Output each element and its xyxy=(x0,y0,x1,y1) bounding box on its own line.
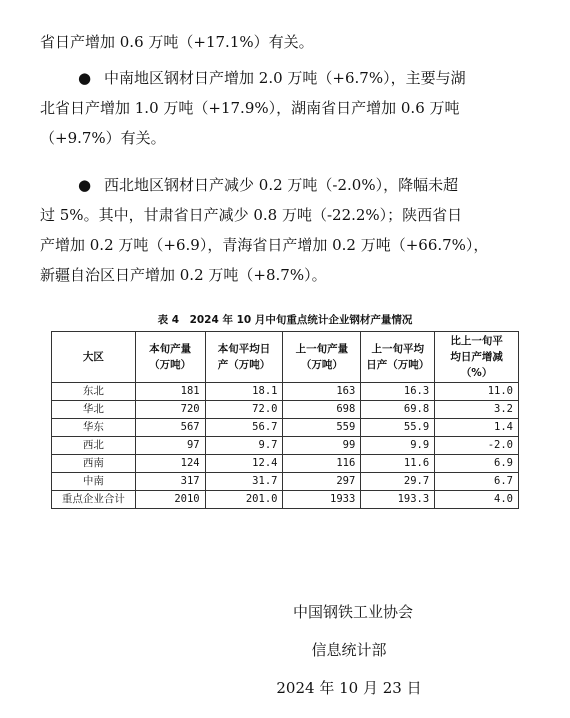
value-cell: 1.4 xyxy=(435,419,519,437)
value-cell: 11.0 xyxy=(435,383,519,401)
value-cell: 201.0 xyxy=(205,491,283,509)
column-header: 比上一旬平 均日产增减 （%） xyxy=(435,332,519,383)
value-cell: -2.0 xyxy=(435,437,519,455)
signature-dept: 信息统计部 xyxy=(311,641,387,659)
value-cell: 181 xyxy=(135,383,205,401)
value-cell: 56.7 xyxy=(205,419,283,437)
value-cell: 9.9 xyxy=(361,437,435,455)
region-cell: 中南 xyxy=(52,473,136,491)
text-paragraph xyxy=(40,27,530,57)
value-cell: 18.1 xyxy=(205,383,283,401)
table-row xyxy=(52,383,519,401)
value-cell: 567 xyxy=(135,419,205,437)
value-cell: 116 xyxy=(283,455,361,473)
bullet-paragraph-northwest xyxy=(40,170,530,290)
signature-date: 2024 年 10 月 23 日 xyxy=(276,679,422,697)
text-line: 产增加 0.2 万吨（+6.9），青海省日产增加 0.2 万吨（+66.7%）， xyxy=(40,236,489,254)
region-cell: 西南 xyxy=(52,455,136,473)
text-line: （+9.7%）有关。 xyxy=(40,129,166,147)
value-cell: 3.2 xyxy=(435,401,519,419)
steel-output-table xyxy=(51,331,519,509)
region-cell: 东北 xyxy=(52,383,136,401)
value-cell: 4.0 xyxy=(435,491,519,509)
column-header: 上一旬平均 日产（万吨） xyxy=(361,332,435,383)
text-line xyxy=(40,63,530,93)
text-line: 北省日产增加 1.0 万吨（+17.9%），湖南省日产增加 0.6 万吨 xyxy=(40,99,460,117)
table-row xyxy=(52,491,519,509)
bullet-icon: ● xyxy=(78,69,92,87)
value-cell: 9.7 xyxy=(205,437,283,455)
value-cell: 97 xyxy=(135,437,205,455)
region-cell: 华北 xyxy=(52,401,136,419)
table-row xyxy=(52,455,519,473)
text-line: 过 5%。其中，甘肃省日产减少 0.8 万吨（-22.2%）；陕西省日 xyxy=(40,206,463,224)
value-cell: 72.0 xyxy=(205,401,283,419)
table-row xyxy=(52,419,519,437)
text-line xyxy=(40,170,530,200)
column-header: 本旬平均日 产（万吨） xyxy=(205,332,283,383)
column-header: 上一旬产量 （万吨） xyxy=(283,332,361,383)
value-cell: 29.7 xyxy=(361,473,435,491)
value-cell: 12.4 xyxy=(205,455,283,473)
text-line-content: 中南地区钢材日产增加 2.0 万吨（+6.7%），主要与湖 xyxy=(104,69,466,87)
column-header: 本旬产量 （万吨） xyxy=(135,332,205,383)
value-cell: 193.3 xyxy=(361,491,435,509)
value-cell: 698 xyxy=(283,401,361,419)
signature-org: 中国钢铁工业协会 xyxy=(292,603,413,621)
value-cell: 99 xyxy=(283,437,361,455)
value-cell: 1933 xyxy=(283,491,361,509)
value-cell: 55.9 xyxy=(361,419,435,437)
value-cell: 124 xyxy=(135,455,205,473)
value-cell: 720 xyxy=(135,401,205,419)
text-line-content: 西北地区钢材日产减少 0.2 万吨（-2.0%），降幅未超 xyxy=(104,176,459,194)
value-cell: 163 xyxy=(283,383,361,401)
text-line: 省日产增加 0.6 万吨（+17.1%）有关。 xyxy=(40,33,314,51)
value-cell: 297 xyxy=(283,473,361,491)
region-cell: 华东 xyxy=(52,419,136,437)
bullet-paragraph-central-south xyxy=(40,63,530,153)
value-cell: 11.6 xyxy=(361,455,435,473)
value-cell: 69.8 xyxy=(361,401,435,419)
table-header-row xyxy=(52,332,519,383)
value-cell: 6.7 xyxy=(435,473,519,491)
value-cell: 559 xyxy=(283,419,361,437)
value-cell: 31.7 xyxy=(205,473,283,491)
table-row xyxy=(52,437,519,455)
region-cell: 重点企业合计 xyxy=(52,491,136,509)
text-line: 新疆自治区日产增加 0.2 万吨（+8.7%）。 xyxy=(40,266,327,284)
table-title: 表 4 2024 年 10 月中旬重点统计企业钢材产量情况 xyxy=(157,314,413,326)
column-header: 大区 xyxy=(52,332,136,383)
value-cell: 16.3 xyxy=(361,383,435,401)
value-cell: 6.9 xyxy=(435,455,519,473)
table-row xyxy=(52,473,519,491)
region-cell: 西北 xyxy=(52,437,136,455)
table-row xyxy=(52,401,519,419)
value-cell: 317 xyxy=(135,473,205,491)
value-cell: 2010 xyxy=(135,491,205,509)
bullet-icon: ● xyxy=(78,176,92,194)
